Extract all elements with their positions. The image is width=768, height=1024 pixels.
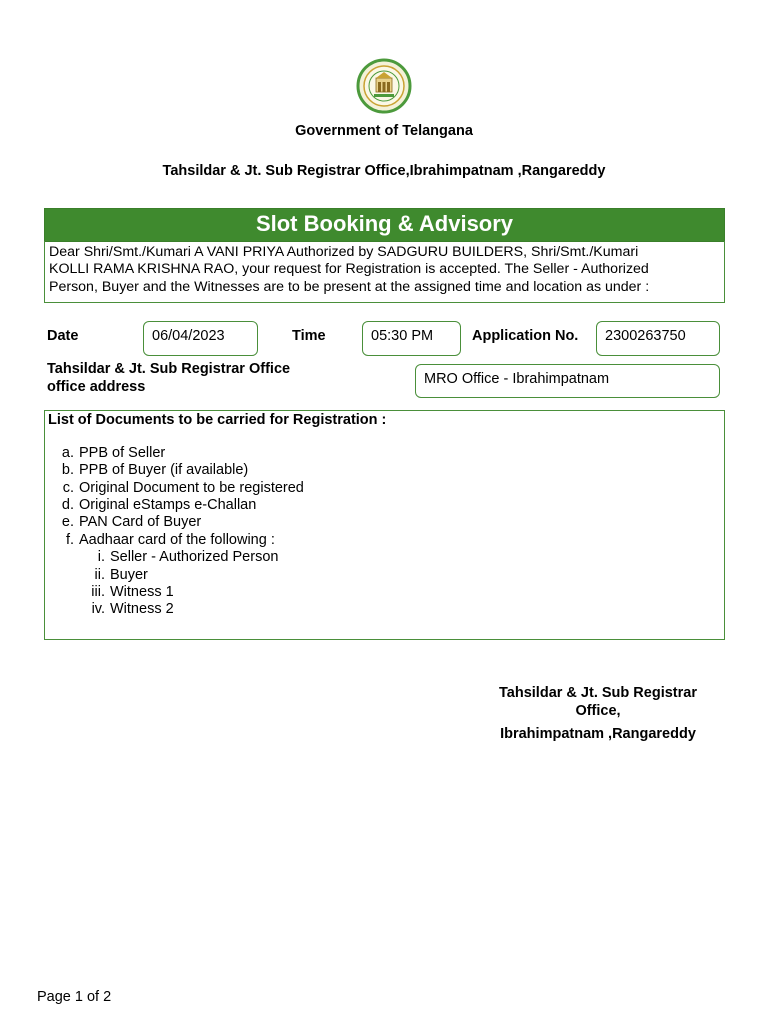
date-label: Date: [47, 328, 79, 344]
signatory-title-line-1: Tahsildar & Jt. Sub Registrar: [499, 685, 697, 701]
document-item: [61, 514, 202, 531]
intro-message: [44, 241, 725, 303]
document-item: [61, 497, 257, 514]
office-address-label-line-1: Tahsildar & Jt. Sub Registrar Office: [47, 361, 291, 377]
document-item-marker: b.: [61, 462, 74, 478]
document-item-marker: a.: [61, 445, 74, 461]
document-item: [61, 445, 166, 462]
signatory-location: Ibrahimpatnam ,Rangareddy: [500, 726, 696, 742]
time-label: Time: [292, 328, 326, 344]
document-subitem-marker: ii.: [94, 567, 105, 583]
document-subitem: [91, 584, 174, 601]
page-number: Page 1 of 2: [37, 989, 112, 1005]
document-subitem-text: Witness 1: [110, 584, 174, 600]
time-field: 05:30 PM: [362, 321, 461, 356]
office-address-field: MRO Office - Ibrahimpatnam: [415, 364, 720, 398]
application-number-label: Application No.: [472, 328, 579, 344]
document-item-marker: d.: [61, 497, 74, 513]
document-subitem-marker: iii.: [91, 584, 105, 600]
document-item-text: Original eStamps e-Challan: [79, 497, 257, 513]
document-item: [62, 480, 304, 497]
office-title: Tahsildar & Jt. Sub Registrar Office,Ibrahimpatnam ,Rangareddy: [162, 163, 606, 179]
document-item-text: Original Document to be registered: [79, 480, 304, 496]
document-subitem-marker: iv.: [91, 601, 105, 617]
document-item: [65, 532, 275, 549]
document-subitem: [91, 601, 174, 618]
document-item-text: PAN Card of Buyer: [79, 514, 202, 530]
telangana-emblem-icon: [356, 58, 412, 114]
intro-line-2: KOLLI RAMA KRISHNA RAO, your request for Registration is accepted. The Seller - Authorized: [49, 261, 649, 278]
date-field: 06/04/2023: [143, 321, 258, 356]
document-subitem-text: Seller - Authorized Person: [110, 549, 279, 565]
document-subitem-text: Buyer: [110, 567, 148, 583]
document-item-text: PPB of Seller: [79, 445, 166, 461]
document-item-marker: f.: [65, 532, 74, 548]
intro-line-1: Dear Shri/Smt./Kumari A VANI PRIYA Authorized by SADGURU BUILDERS, Shri/Smt./Kumari: [49, 244, 639, 260]
document-item-text: Aadhaar card of the following :: [79, 532, 275, 548]
document-subitem: [94, 567, 148, 584]
document-subitem: [97, 549, 279, 566]
documents-title: List of Documents to be carried for Registration :: [48, 412, 387, 428]
document-item-marker: e.: [61, 514, 74, 530]
slot-booking-banner: Slot Booking & Advisory: [44, 208, 725, 242]
intro-line-3: Person, Buyer and the Witnesses are to be present at the assigned time and location as under :: [49, 278, 650, 295]
office-address-label: [47, 361, 290, 396]
document-item: [61, 462, 249, 479]
document-item-text: PPB of Buyer (if available): [79, 462, 249, 478]
signatory-title: [480, 685, 716, 720]
office-address-label-line-2: office address: [47, 378, 146, 395]
document-item-marker: c.: [62, 480, 74, 496]
document-subitem-marker: i.: [97, 549, 105, 565]
application-number-field: 2300263750: [596, 321, 720, 356]
document-subitem-text: Witness 2: [110, 601, 174, 617]
government-title: Government of Telangana: [295, 123, 473, 139]
signatory-title-line-2: Office,: [575, 702, 621, 719]
